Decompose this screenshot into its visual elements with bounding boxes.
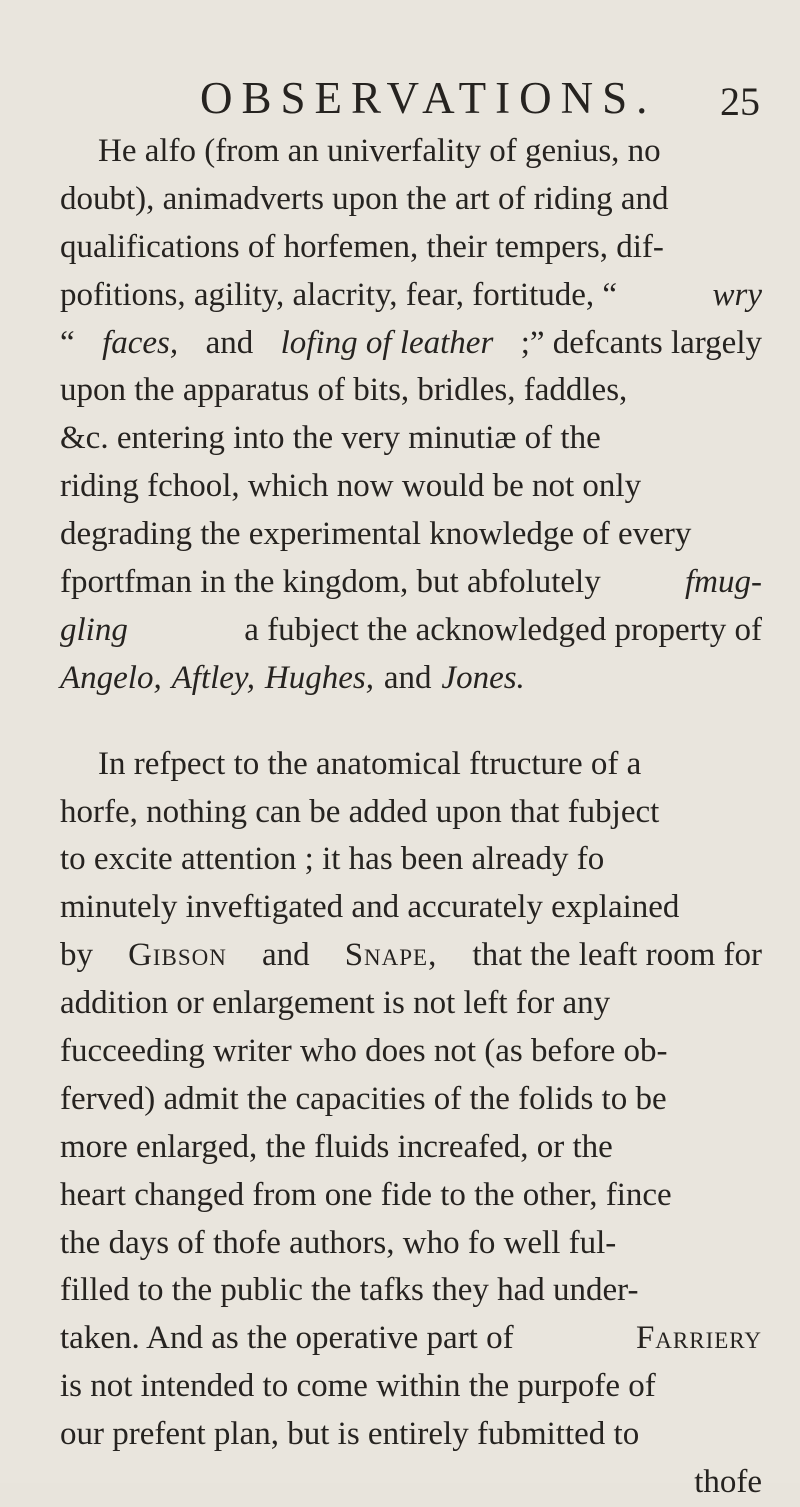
italic-text: fmug- <box>685 564 762 601</box>
paragraph-spacer <box>60 703 762 741</box>
text-line: gling a fubject the acknowledged property of <box>60 607 762 655</box>
italic-text: gling <box>60 611 128 648</box>
small-caps-name: Snape, <box>344 937 438 974</box>
text-line: “ faces, and lofing of leather ;” defcants largely <box>60 320 762 368</box>
paragraph-1 <box>60 128 762 703</box>
text-line: In refpect to the anatomical ftructure of a <box>98 745 642 782</box>
text-line: doubt), animadverts upon the art of riding and <box>60 180 669 217</box>
text-line: is not intended to come within the purpofe of <box>60 1368 656 1405</box>
italic-text: Jones. <box>441 659 525 696</box>
catchword: thofe <box>694 1464 762 1501</box>
text-line: fportfman in the kingdom, but abfolutely fmug- <box>60 559 762 607</box>
italic-text: faces, <box>102 324 179 361</box>
text-line: &c. entering into the very minutiæ of the <box>60 420 601 457</box>
text-line: addition or enlargement is not left for any <box>60 985 611 1022</box>
text-line: riding fchool, which now would be not only <box>60 468 642 505</box>
text-line: heart changed from one fide to the other, fince <box>60 1176 672 1213</box>
small-caps-name: Gibson <box>128 937 227 974</box>
text-line: our prefent plan, but is entirely fubmitted to <box>60 1416 640 1453</box>
body-text <box>60 128 762 1507</box>
text-line: by Gibson and Snape, that the leaft room for <box>60 932 762 980</box>
italic-text: Aftley, <box>171 659 256 696</box>
text-line: horfe, nothing can be added upon that fubject <box>60 793 660 830</box>
text-line: Angelo, Aftley, Hughes, and Jones. <box>60 655 762 703</box>
paragraph-2 <box>60 741 762 1507</box>
small-caps-term: Farriery <box>635 1320 762 1357</box>
italic-text: lofing of leather <box>280 324 494 361</box>
page-number: 25 <box>720 79 760 124</box>
page-header <box>200 68 760 128</box>
text-line: qualifications of horfemen, their tempers, dif- <box>60 228 664 265</box>
italic-text: Angelo, <box>60 659 162 696</box>
text-line: pofitions, agility, alacrity, fear, fortitude, “ wry <box>60 272 762 320</box>
running-title: OBSERVATIONS. <box>200 73 657 123</box>
text-line: He alfo (from an univerfality of genius, no <box>98 133 661 169</box>
italic-text: wry <box>712 276 762 313</box>
text-line: taken. And as the operative part of Farriery <box>60 1315 762 1363</box>
text-line: ferved) admit the capacities of the folids to be <box>60 1080 667 1117</box>
text-line: minutely inveftigated and accurately explained <box>60 889 680 926</box>
italic-text: Hughes, <box>264 659 374 696</box>
text-line: filled to the public the tafks they had under- <box>60 1272 639 1309</box>
text-line: more enlarged, the fluids increafed, or the <box>60 1128 613 1165</box>
text-line: to excite attention ; it has been already fo <box>60 841 605 878</box>
text-line: the days of thofe authors, who fo well ful- <box>60 1224 617 1261</box>
text-line: degrading the experimental knowledge of every <box>60 516 692 553</box>
text-line: upon the apparatus of bits, bridles, faddles, <box>60 372 628 409</box>
text-line: fucceeding writer who does not (as before ob- <box>60 1033 668 1070</box>
